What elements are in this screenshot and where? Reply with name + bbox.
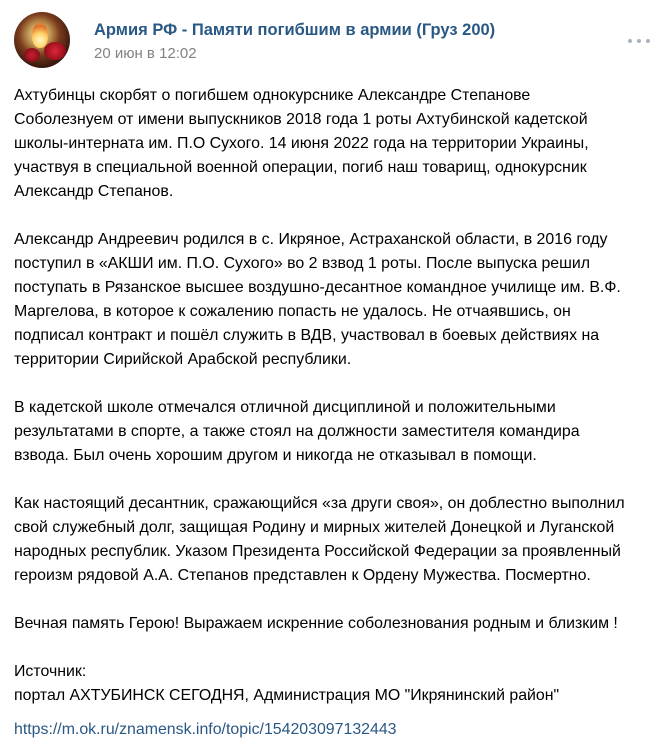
post-paragraph xyxy=(14,492,654,588)
text-line: территории Сирийской Арабской республики. xyxy=(14,351,352,368)
text-line: поступать в Рязанское высшее воздушно-десантное командное училище им. В.Ф. xyxy=(14,279,621,296)
text-line: Александр Степанов. xyxy=(14,183,174,200)
ellipsis-horizontal-icon xyxy=(637,39,641,43)
carnation-icon xyxy=(44,42,66,60)
group-name-link[interactable]: Армия РФ - Памяти погибшим в армии (Груз 200) xyxy=(94,21,496,39)
text-line: Вечная память Герою! Выражаем искренние соболезнования родным и близким ! xyxy=(14,615,618,632)
text-line: результатами в спорте, а также стоял на должности заместителя командира xyxy=(14,423,580,440)
post-paragraph xyxy=(14,84,654,204)
text-line: народных республик. Указом Президента Российской Федерации за проявленный xyxy=(14,543,621,560)
carnation-icon xyxy=(24,48,40,62)
source-name: портал АХТУБИНСК СЕГОДНЯ, Администрация МО "Икрянинский район" xyxy=(14,687,560,704)
text-line: взвода. Был очень хорошим другом и никогда не отказывал в помощи. xyxy=(14,447,537,464)
post-date-link[interactable]: 20 июн в 12:02 xyxy=(94,45,197,62)
post-paragraph xyxy=(14,396,654,468)
text-line: участвуя в специальной военной операции, погиб наш товарищ, однокурсник xyxy=(14,159,587,176)
group-avatar[interactable] xyxy=(14,12,70,68)
text-line: героизм рядовой А.А. Степанов представлен к Ордену Мужества. Посмертно. xyxy=(14,567,591,584)
text-line: Соболезнуем от имени выпускников 2018 года 1 роты Ахтубинской кадетской xyxy=(14,111,588,128)
post-paragraph xyxy=(14,612,654,636)
ellipsis-horizontal-icon xyxy=(646,39,650,43)
text-line: школы-интерната им. П.О Сухого. 14 июня 2022 года на территории Украины, xyxy=(14,135,589,152)
post-more-button[interactable] xyxy=(626,34,652,48)
text-line: Как настоящий десантник, сражающийся «за други своя», он доблестно выполнил xyxy=(14,495,625,512)
post-paragraph xyxy=(14,660,654,708)
post-paragraph xyxy=(14,228,654,372)
text-line: поступил в «АКШИ им. П.О. Сухого» во 2 взвод 1 роты. После выпуска решил xyxy=(14,255,591,272)
text-line: В кадетской школе отмечался отличной дисциплиной и положительными xyxy=(14,399,556,416)
text-line: свой служебный долг, защищая Родину и мирных жителей Донецкой и Луганской xyxy=(14,519,615,536)
source-url-link[interactable]: https://m.ok.ru/znamensk.info/topic/154203097132443 xyxy=(14,721,397,738)
text-line: Александр Андреевич родился в с. Икряное, Астраханской области, в 2016 году xyxy=(14,231,608,248)
post-text xyxy=(14,84,654,742)
text-line: Маргелова, в которое к сожалению попасть не удалось. Не отчаявшись, он xyxy=(14,303,571,320)
text-line: Ахтубинцы скорбят о погибшем однокурснике Александре Степанове xyxy=(14,87,531,104)
post-header xyxy=(14,12,654,68)
text-line: подписал контракт и пошёл служить в ВДВ, участвовал в боевых действиях на xyxy=(14,327,600,344)
ellipsis-horizontal-icon xyxy=(628,39,632,43)
source-label: Источник: xyxy=(14,663,87,680)
candle-flame-icon xyxy=(32,22,48,48)
